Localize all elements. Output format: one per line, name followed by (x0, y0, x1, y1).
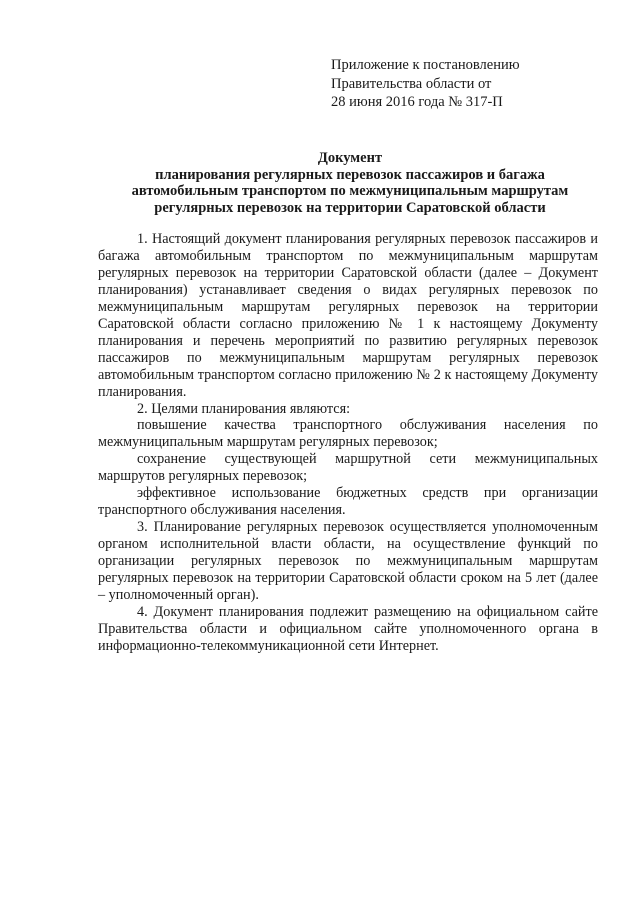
title-line-4: регулярных перевозок на территории Саратовской области (154, 199, 546, 216)
appendix-line-1: Приложение к постановлению (331, 57, 520, 73)
document-body (98, 231, 598, 655)
appendix-line-2: Правительства области от (331, 75, 492, 92)
title-line-3: автомобильным транспортом по межмуниципальным маршрутам (131, 183, 569, 199)
paragraph-2-item-c: эффективное использование бюджетных средств при организации транспортного обслуживания населения. (98, 485, 598, 519)
title-line-1: Документ (317, 150, 383, 166)
title-line-2: планирования регулярных перевозок пассажиров и багажа (155, 166, 545, 183)
appendix-line-3: 28 июня 2016 года № 317-П (331, 94, 503, 110)
paragraph-2-item-b: сохранение существующей маршрутной сети межмуниципальных маршрутов регулярных перевозок; (98, 451, 598, 485)
document-title (90, 150, 610, 216)
paragraph-2-item-a: повышение качества транспортного обслуживания населения по межмуниципальным маршрутам регулярных перевозок; (98, 417, 598, 451)
paragraph-3: 3. Планирование регулярных перевозок осуществляется уполномоченным органом исполнительной власти области, на осуществление функций по организации регулярных перевозок по межмуниципальным маршрутам регулярных перевозок на территории Саратовской области сроком на 5 лет (далее – уполномоченный орган). (98, 519, 598, 604)
paragraph-1: 1. Настоящий документ планирования регулярных перевозок пассажиров и багажа автомобильным транспортом по межмуниципальным маршрутам регулярных перевозок на территории Саратовской области (далее – Документ планирования) устанавливает сведения о видах регулярных перевозок по межмуниципальным маршрутам регулярных перевозок на территории Саратовской области согласно приложению № 1 к настоящему Документу планирования и перечень мероприятий по развитию регулярных перевозок пассажиров по межмуниципальным маршрутам регулярных перевозок автомобильным транспортом согласно приложению № 2 к настоящему Документу планирования. (98, 231, 598, 400)
paragraph-2: 2. Целями планирования являются: (137, 400, 351, 417)
appendix-note (331, 56, 520, 112)
paragraph-4: 4. Документ планирования подлежит размещению на официальном сайте Правительства области и официальном сайте уполномоченного органа в информационно-телекоммуникационной сети Интернет. (98, 603, 598, 654)
